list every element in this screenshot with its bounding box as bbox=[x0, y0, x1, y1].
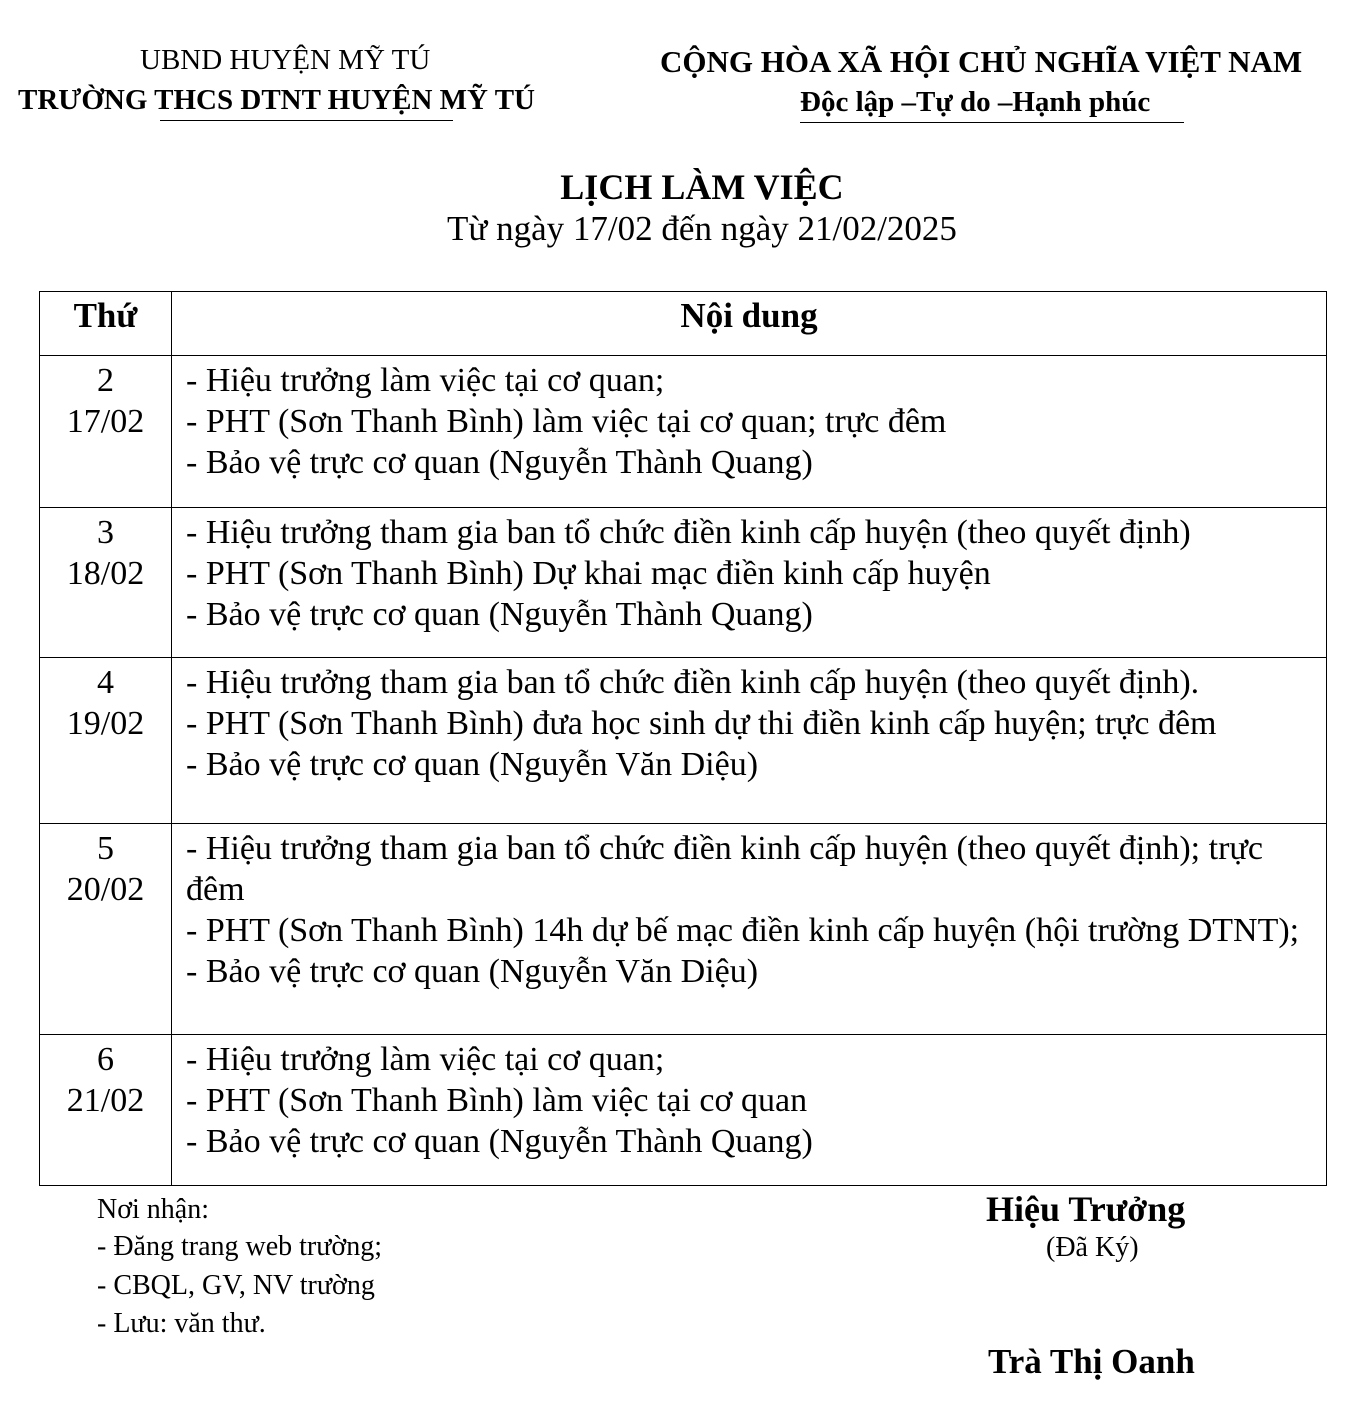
date: 21/02 bbox=[66, 1082, 145, 1119]
signature-status: (Đã Ký) bbox=[1046, 1232, 1139, 1263]
table-row bbox=[40, 658, 1327, 824]
schedule-item: - PHT (Sơn Thanh Bình) đưa học sinh dự thi điền kinh cấp huyện; trực đêm bbox=[186, 705, 1217, 742]
header-day: Thứ bbox=[40, 292, 172, 356]
national-motto: Độc lập –Tự do –Hạnh phúc bbox=[800, 86, 1151, 118]
table-row bbox=[40, 824, 1327, 1035]
national-title: CỘNG HÒA XÃ HỘI CHỦ NGHĨA VIỆT NAM bbox=[660, 44, 1303, 79]
header-content: Nội dung bbox=[172, 292, 1327, 356]
schedule-item: - Bảo vệ trực cơ quan (Nguyễn Văn Diệu) bbox=[186, 746, 759, 783]
table-row bbox=[40, 1035, 1327, 1186]
weekday: 5 bbox=[97, 830, 114, 867]
school-name: TRƯỜNG THCS DTNT HUYỆN MỸ TÚ bbox=[18, 84, 535, 116]
signer-title: Hiệu Trưởng bbox=[986, 1189, 1186, 1229]
schedule-item: - Hiệu trưởng làm việc tại cơ quan; bbox=[186, 1041, 665, 1078]
schedule-item: - Hiệu trưởng tham gia ban tổ chức điền kinh cấp huyện (theo quyết định); trực đêm bbox=[186, 830, 1263, 908]
schedule-item: - Hiệu trưởng làm việc tại cơ quan; bbox=[186, 362, 665, 399]
agency-name: UBND HUYỆN MỸ TÚ bbox=[140, 44, 431, 76]
document-date-range: Từ ngày 17/02 đến ngày 21/02/2025 bbox=[447, 209, 957, 248]
content-cell bbox=[172, 824, 1327, 1035]
schedule-item: - PHT (Sơn Thanh Bình) Dự khai mạc điền kinh cấp huyện bbox=[186, 555, 991, 592]
schedule-item: - Hiệu trưởng tham gia ban tổ chức điền kinh cấp huyện (theo quyết định) bbox=[186, 514, 1191, 551]
schedule-item: - PHT (Sơn Thanh Bình) 14h dự bế mạc điền kinh cấp huyện (hội trường DTNT); bbox=[186, 912, 1300, 949]
schedule-item: - PHT (Sơn Thanh Bình) làm việc tại cơ quan; trực đêm bbox=[186, 403, 947, 440]
schedule-item: - Bảo vệ trực cơ quan (Nguyễn Thành Quang) bbox=[186, 444, 813, 481]
date: 19/02 bbox=[66, 705, 145, 742]
schedule-item: - Bảo vệ trực cơ quan (Nguyễn Thành Quang) bbox=[186, 1123, 813, 1160]
content-cell bbox=[172, 356, 1327, 508]
table-row bbox=[40, 508, 1327, 658]
day-cell bbox=[40, 1035, 172, 1186]
document-title: LỊCH LÀM VIỆC bbox=[560, 167, 844, 207]
national-motto-underline bbox=[800, 122, 1184, 123]
school-name-underline bbox=[160, 120, 453, 121]
date: 18/02 bbox=[66, 555, 145, 592]
recipients-title: Nơi nhận: bbox=[97, 1194, 210, 1225]
schedule-item: - Bảo vệ trực cơ quan (Nguyễn Thành Quang) bbox=[186, 596, 813, 633]
content-cell bbox=[172, 508, 1327, 658]
recipient-item: - Lưu: văn thư. bbox=[97, 1308, 266, 1339]
weekday: 4 bbox=[97, 664, 114, 701]
date: 20/02 bbox=[66, 871, 145, 908]
recipient-item: - Đăng trang web trường; bbox=[97, 1231, 383, 1262]
weekday: 6 bbox=[97, 1041, 114, 1078]
recipient-item: - CBQL, GV, NV trường bbox=[97, 1270, 375, 1301]
day-cell bbox=[40, 824, 172, 1035]
content-cell bbox=[172, 1035, 1327, 1186]
schedule-table bbox=[39, 291, 1327, 1186]
schedule-item: - Bảo vệ trực cơ quan (Nguyễn Văn Diệu) bbox=[186, 953, 759, 990]
schedule-header-row bbox=[40, 292, 1327, 356]
schedule-item: - PHT (Sơn Thanh Bình) làm việc tại cơ quan bbox=[186, 1082, 808, 1119]
signer-name: Trà Thị Oanh bbox=[988, 1342, 1195, 1381]
schedule-item: - Hiệu trưởng tham gia ban tổ chức điền kinh cấp huyện (theo quyết định). bbox=[186, 664, 1200, 701]
weekday: 2 bbox=[97, 362, 114, 399]
content-cell bbox=[172, 658, 1327, 824]
day-cell bbox=[40, 356, 172, 508]
weekday: 3 bbox=[97, 514, 114, 551]
day-cell bbox=[40, 658, 172, 824]
table-row bbox=[40, 356, 1327, 508]
day-cell bbox=[40, 508, 172, 658]
date: 17/02 bbox=[66, 403, 145, 440]
